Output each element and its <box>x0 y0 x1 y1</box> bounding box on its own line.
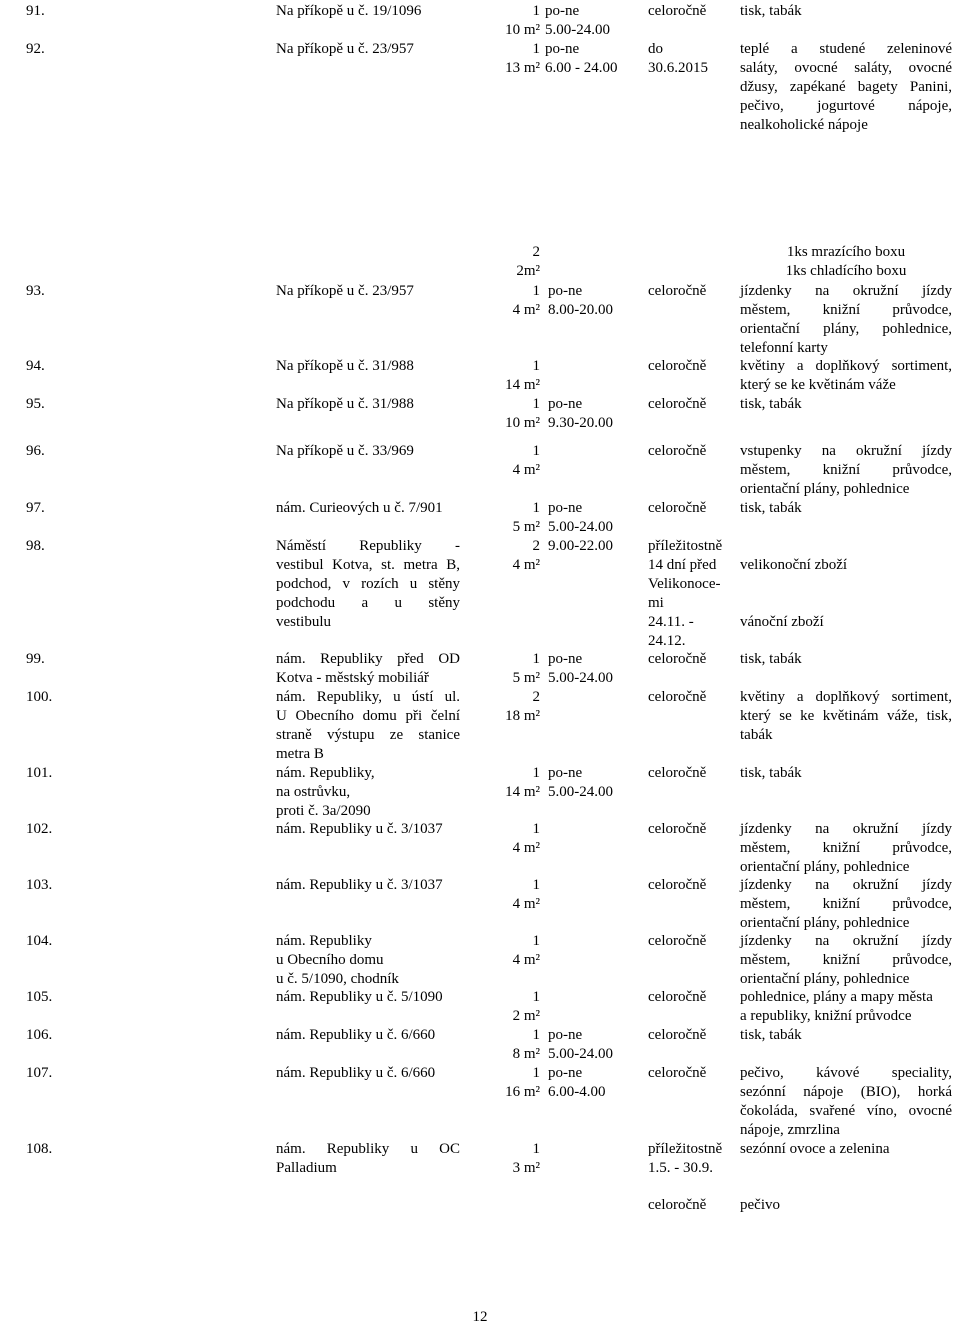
count: 1 <box>532 1027 540 1043</box>
address-line: na ostrůvku, <box>276 784 351 800</box>
address-line: Náměstí Republiky - <box>276 538 460 554</box>
address-line: vestibul Kotva, st. metra B, <box>276 557 460 573</box>
goods-line: a republiky, knižní průvodce <box>740 1008 912 1024</box>
count: 1 <box>532 358 540 374</box>
count: 1 <box>532 283 540 299</box>
row-number: 105. <box>26 989 53 1005</box>
hours: 9.00-22.00 <box>548 538 613 554</box>
season: celoročně <box>648 689 707 705</box>
row-number: 99. <box>26 651 45 667</box>
goods: tisk, tabák <box>740 651 802 667</box>
area: 10 m² <box>505 415 540 431</box>
address-line: nám. Republiky <box>276 933 372 949</box>
area: 3 m² <box>512 1160 540 1176</box>
count: 1 <box>532 765 540 781</box>
count: 2 <box>532 244 540 260</box>
goods-line: městem, knižní průvodce, <box>740 896 952 912</box>
address: nám. Republiky u č. 5/1090 <box>276 989 443 1005</box>
goods-line: pečivo, kávové speciality, <box>740 1065 952 1081</box>
goods-line: pohlednice, plány a mapy města <box>740 989 933 1005</box>
hours: 5.00-24.00 <box>548 784 613 800</box>
row-number: 100. <box>26 689 53 705</box>
count: 1 <box>532 1141 540 1157</box>
row-number: 98. <box>26 538 45 554</box>
count: 1 <box>532 3 540 19</box>
season-line: 14 dní před <box>648 557 717 573</box>
goods-line: orientační plány, pohlednice, <box>740 321 952 337</box>
area: 4 m² <box>512 952 540 968</box>
season: celoročně <box>648 821 707 837</box>
goods-line: květiny a doplňkový sortiment, <box>740 358 952 374</box>
area: 13 m² <box>505 60 540 76</box>
hours-days: po-ne <box>545 41 580 57</box>
area: 2m² <box>516 263 540 279</box>
goods: sezónní ovoce a zelenina <box>740 1141 890 1157</box>
row-number: 91. <box>26 3 45 19</box>
area: 5 m² <box>512 670 540 686</box>
season: celoročně <box>648 989 707 1005</box>
season: celoročně <box>648 933 707 949</box>
goods-line: sezónní nápoje (BIO), horká <box>740 1084 952 1100</box>
count: 1 <box>532 443 540 459</box>
season-line: mi <box>648 595 664 611</box>
goods-line: orientační plány, pohlednice <box>740 971 910 987</box>
row-number: 104. <box>26 933 53 949</box>
address-line: Palladium <box>276 1160 337 1176</box>
goods-line: jízdenky na okružní jízdy <box>740 821 952 837</box>
count: 2 <box>532 689 540 705</box>
season: celoročně <box>648 1065 707 1081</box>
hours: 5.00-24.00 <box>545 22 610 38</box>
hours-days: po-ne <box>548 500 583 516</box>
area: 2 m² <box>512 1008 540 1024</box>
goods: vánoční zboží <box>740 614 824 630</box>
row-number: 101. <box>26 765 53 781</box>
season: 30.6.2015 <box>648 60 708 76</box>
area: 4 m² <box>512 302 540 318</box>
season: celoročně <box>648 1197 707 1213</box>
address: Na příkopě u č. 23/957 <box>276 283 414 299</box>
hours: 5.00-24.00 <box>548 670 613 686</box>
count: 1 <box>532 396 540 412</box>
goods-line: který se ke květinám váže, tisk, <box>740 708 952 724</box>
count: 1 <box>532 933 540 949</box>
row-number: 102. <box>26 821 53 837</box>
goods: tisk, tabák <box>740 396 802 412</box>
hours: 6.00-4.00 <box>548 1084 606 1100</box>
row-number: 95. <box>26 396 45 412</box>
goods: velikonoční zboží <box>740 557 848 573</box>
goods: tisk, tabák <box>740 1027 802 1043</box>
address: nám. Republiky u č. 3/1037 <box>276 877 443 893</box>
goods-line: který se ke květinám váže <box>740 377 896 393</box>
goods-line: jízdenky na okružní jízdy <box>740 933 952 949</box>
season: celoročně <box>648 358 707 374</box>
hours-days: po-ne <box>548 396 583 412</box>
area: 16 m² <box>505 1084 540 1100</box>
goods-line: nápoje, zmrzlina <box>740 1122 840 1138</box>
area: 18 m² <box>505 708 540 724</box>
address: nám. Curieových u č. 7/901 <box>276 500 443 516</box>
count: 1 <box>532 500 540 516</box>
area: 4 m² <box>512 840 540 856</box>
goods-line: saláty, ovocné saláty, ovocné <box>740 60 952 76</box>
address: nám. Republiky u č. 6/660 <box>276 1027 436 1043</box>
address-line: u Obecního domu <box>276 952 384 968</box>
address-line: nám. Republiky před OD <box>276 651 460 667</box>
goods-line: městem, knižní průvodce, <box>740 952 952 968</box>
address: Na příkopě u č. 33/969 <box>276 443 414 459</box>
count: 1 <box>532 821 540 837</box>
address: Na příkopě u č. 23/957 <box>276 41 414 57</box>
area: 5 m² <box>512 519 540 535</box>
hours: 5.00-24.00 <box>548 519 613 535</box>
hours-days: po-ne <box>545 3 580 19</box>
row-number: 103. <box>26 877 53 893</box>
row-number: 97. <box>26 500 45 516</box>
season-line: Velikonoce- <box>648 576 721 592</box>
season-line: příležitostně <box>648 1141 723 1157</box>
goods-line: vstupenky na okružní jízdy <box>740 443 952 459</box>
address-line: nám. Republiky u OC <box>276 1141 460 1157</box>
address-line: nám. Republiky, u ústí ul. <box>276 689 460 705</box>
season-line: příležitostně <box>648 538 723 554</box>
goods-line: nealkoholické nápoje <box>740 117 868 133</box>
address: nám. Republiky u č. 3/1037 <box>276 821 443 837</box>
goods-line: tabák <box>740 727 773 743</box>
season: celoročně <box>648 443 707 459</box>
address-line: nám. Republiky, <box>276 765 375 781</box>
row-number: 93. <box>26 283 45 299</box>
hours-days: po-ne <box>548 765 583 781</box>
season: celoročně <box>648 500 707 516</box>
goods-line: 1ks chladícího boxu <box>785 263 907 279</box>
hours: 6.00 - 24.00 <box>545 60 618 76</box>
area: 14 m² <box>505 377 540 393</box>
season-line: 1.5. - 30.9. <box>648 1160 713 1176</box>
address-line: u č. 5/1090, chodník <box>276 971 399 987</box>
hours-days: po-ne <box>548 1065 583 1081</box>
goods-line: městem, knižní průvodce, <box>740 462 952 478</box>
address-line: metra B <box>276 746 324 762</box>
hours-days: po-ne <box>548 1027 583 1043</box>
count: 1 <box>532 989 540 1005</box>
season: celoročně <box>648 877 707 893</box>
goods-line: městem, knižní průvodce, <box>740 302 952 318</box>
address: Na příkopě u č. 19/1096 <box>276 3 422 19</box>
season-line: 24.11. - <box>648 614 694 630</box>
goods-line: džusy, zapékané bagety Panini, <box>740 79 952 95</box>
count: 2 <box>532 538 540 554</box>
hours-days: po-ne <box>548 283 583 299</box>
row-number: 108. <box>26 1141 53 1157</box>
count: 1 <box>532 41 540 57</box>
goods: pečivo <box>740 1197 780 1213</box>
goods-line: teplé a studené zeleninové <box>740 41 952 57</box>
row-number: 107. <box>26 1065 53 1081</box>
goods-line: čokoláda, svařené víno, ovocné <box>740 1103 952 1119</box>
row-number: 92. <box>26 41 45 57</box>
season: celoročně <box>648 3 707 19</box>
address-line: Kotva - městský mobiliář <box>276 670 429 686</box>
goods-line: telefonní karty <box>740 340 828 356</box>
goods-line: pečivo, jogurtové nápoje, <box>740 98 952 114</box>
count: 1 <box>532 1065 540 1081</box>
season: celoročně <box>648 1027 707 1043</box>
goods-line: 1ks mrazícího boxu <box>786 244 906 260</box>
area: 4 m² <box>512 557 540 573</box>
season: celoročně <box>648 765 707 781</box>
area: 8 m² <box>512 1046 540 1062</box>
address-line: proti č. 3a/2090 <box>276 803 371 819</box>
page-number: 12 <box>472 1309 488 1325</box>
goods-line: orientační plány, pohlednice <box>740 859 910 875</box>
goods-line: orientační plány, pohlednice <box>740 481 910 497</box>
hours: 8.00-20.00 <box>548 302 613 318</box>
row-number: 96. <box>26 443 45 459</box>
area: 14 m² <box>505 784 540 800</box>
goods: tisk, tabák <box>740 3 802 19</box>
address: Na příkopě u č. 31/988 <box>276 358 414 374</box>
season: do <box>648 41 663 57</box>
row-number: 106. <box>26 1027 53 1043</box>
area: 10 m² <box>505 22 540 38</box>
goods-line: květiny a doplňkový sortiment, <box>740 689 952 705</box>
season: celoročně <box>648 396 707 412</box>
address-line: podchod, v rozích u stěny <box>276 576 460 592</box>
address-line: U Obecního domu při čelní <box>276 708 460 724</box>
address: nám. Republiky u č. 6/660 <box>276 1065 436 1081</box>
address-line: podchodu a u stěny <box>276 595 460 611</box>
count: 1 <box>532 877 540 893</box>
goods-line: orientační plány, pohlednice <box>740 915 910 931</box>
season-line: 24.12. <box>648 633 686 649</box>
goods-line: jízdenky na okružní jízdy <box>740 283 952 299</box>
goods: tisk, tabák <box>740 765 802 781</box>
count: 1 <box>532 651 540 667</box>
season: celoročně <box>648 651 707 667</box>
hours: 5.00-24.00 <box>548 1046 613 1062</box>
hours: 9.30-20.00 <box>548 415 613 431</box>
address-line: straně výstupu ze stanice <box>276 727 460 743</box>
goods-line: městem, knižní průvodce, <box>740 840 952 856</box>
address: Na příkopě u č. 31/988 <box>276 396 414 412</box>
goods-line: jízdenky na okružní jízdy <box>740 877 952 893</box>
area: 4 m² <box>512 462 540 478</box>
season: celoročně <box>648 283 707 299</box>
hours-days: po-ne <box>548 651 583 667</box>
area: 4 m² <box>512 896 540 912</box>
goods: tisk, tabák <box>740 500 802 516</box>
address-line: vestibulu <box>276 614 331 630</box>
row-number: 94. <box>26 358 45 374</box>
